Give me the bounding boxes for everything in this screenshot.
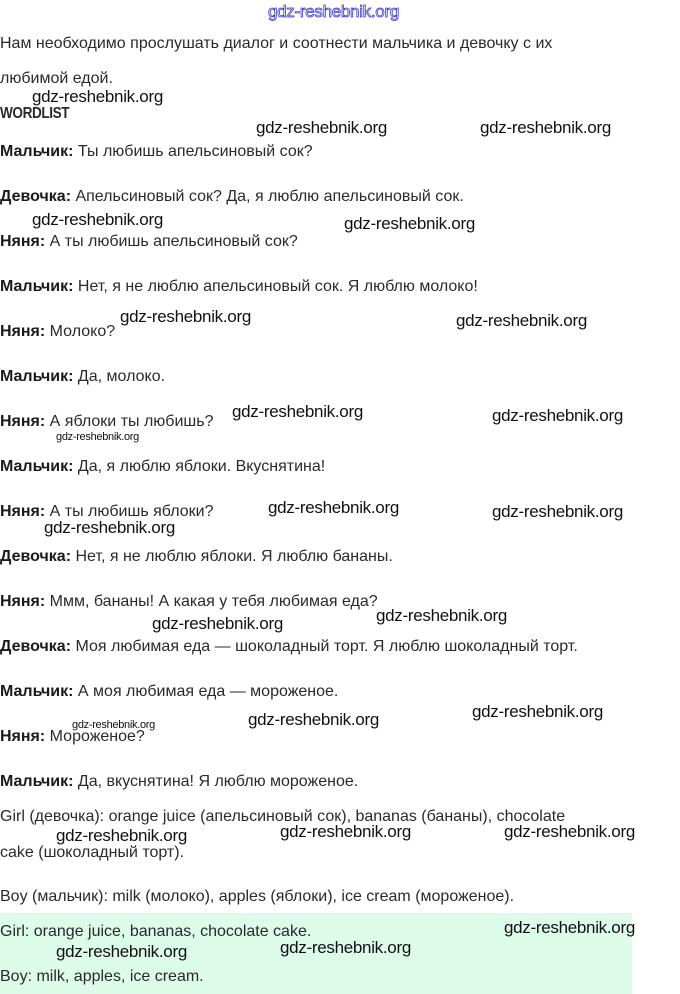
line-text: Апельсиновый сок? Да, я люблю апельсиновый сок.: [71, 188, 464, 205]
watermark: gdz-reshebnik.org: [152, 614, 283, 633]
watermark: gdz-reshebnik.org: [344, 214, 475, 233]
intro-line-1: Нам необходимо прослушать диалог и соотнести мальчика и девочку с их: [0, 35, 553, 52]
line-text: Ммм, бананы! А какая у тебя любимая еда?: [45, 593, 378, 610]
wordlist-heading: WORDLIST: [0, 105, 70, 122]
line-text: Молоко?: [45, 323, 116, 340]
dialogue-line: [0, 142, 313, 162]
dialogue-line: [0, 322, 115, 342]
line-text: А ты любишь апельсиновый сок?: [45, 233, 298, 250]
watermark: gdz-reshebnik.org: [32, 87, 163, 106]
speaker: Мальчик:: [0, 368, 74, 385]
watermark: gdz-reshebnik.org: [120, 307, 251, 326]
watermark: gdz-reshebnik.org: [44, 518, 175, 537]
dialogue-line: [0, 367, 165, 387]
dialogue-line: [0, 637, 578, 657]
dialogue-line: [0, 682, 338, 702]
dialogue-line: [0, 232, 298, 252]
girl-summary-line-1: Girl (девочка): orange juice (апельсиновый сок), bananas (бананы), chocolate: [0, 808, 566, 825]
watermark: gdz-reshebnik.org: [280, 822, 411, 841]
intro-line-2: любимой едой.: [0, 70, 113, 87]
speaker: Девочка:: [0, 548, 72, 565]
watermark: gdz-reshebnik.org: [56, 826, 187, 845]
line-text: Ты любишь апельсиновый сок?: [73, 143, 313, 160]
speaker: Няня:: [0, 323, 46, 340]
line-text: Моя любимая еда — шоколадный торт. Я люблю шоколадный торт.: [71, 638, 578, 655]
watermark: gdz-reshebnik.org: [56, 431, 139, 443]
watermark: gdz-reshebnik.org: [268, 2, 399, 21]
watermark: gdz-reshebnik.org: [256, 118, 387, 137]
answer-girl: Girl: orange juice, bananas, chocolate cake.: [0, 923, 312, 940]
speaker: Няня:: [0, 503, 46, 520]
line-text: Да, молоко.: [73, 368, 166, 385]
dialogue-line: [0, 772, 358, 792]
speaker: Мальчик:: [0, 683, 74, 700]
watermark: gdz-reshebnik.org: [280, 938, 411, 957]
speaker: Мальчик:: [0, 458, 74, 475]
dialogue-line: [0, 457, 325, 477]
speaker: Няня:: [0, 593, 46, 610]
watermark: gdz-reshebnik.org: [268, 498, 399, 517]
dialogue-line: [0, 187, 464, 207]
line-text: Да, я люблю яблоки. Вкуснятина!: [73, 458, 326, 475]
watermark: gdz-reshebnik.org: [32, 210, 163, 229]
speaker: Няня:: [0, 233, 46, 250]
watermark: gdz-reshebnik.org: [504, 822, 635, 841]
line-text: Да, вкуснятина! Я люблю мороженое.: [73, 773, 359, 790]
watermark: gdz-reshebnik.org: [480, 118, 611, 137]
dialogue-line: [0, 277, 478, 297]
watermark: gdz-reshebnik.org: [492, 502, 623, 521]
watermark: gdz-reshebnik.org: [376, 606, 507, 625]
line-text: А яблоки ты любишь?: [45, 413, 214, 430]
speaker: Мальчик:: [0, 143, 74, 160]
girl-summary-line-2: cake (шоколадный торт).: [0, 844, 185, 861]
watermark: gdz-reshebnik.org: [504, 918, 635, 937]
watermark: gdz-reshebnik.org: [456, 311, 587, 330]
line-text: А ты любишь яблоки?: [45, 503, 214, 520]
boy-summary: Boy (мальчик): milk (молоко), apples (яблоки), ice cream (мороженое).: [0, 888, 515, 905]
line-text: Мороженое?: [45, 728, 145, 745]
watermark: gdz-reshebnik.org: [232, 402, 363, 421]
watermark: gdz-reshebnik.org: [472, 702, 603, 721]
watermark: gdz-reshebnik.org: [248, 710, 379, 729]
line-text: Нет, я не люблю апельсиновый сок. Я люблю молоко!: [73, 278, 478, 295]
line-text: А моя любимая еда — мороженое.: [73, 683, 339, 700]
speaker: Мальчик:: [0, 773, 74, 790]
speaker: Мальчик:: [0, 278, 74, 295]
dialogue-line: [0, 592, 378, 612]
watermark: gdz-reshebnik.org: [492, 406, 623, 425]
answer-boy: Boy: milk, apples, ice cream.: [0, 968, 204, 985]
dialogue-line: [0, 547, 393, 567]
speaker: Девочка:: [0, 188, 72, 205]
watermark: gdz-reshebnik.org: [72, 719, 155, 731]
speaker: Няня:: [0, 728, 46, 745]
line-text: Нет, я не люблю яблоки. Я люблю бананы.: [71, 548, 393, 565]
speaker: Няня:: [0, 413, 46, 430]
speaker: Девочка:: [0, 638, 72, 655]
watermark: gdz-reshebnik.org: [56, 942, 187, 961]
